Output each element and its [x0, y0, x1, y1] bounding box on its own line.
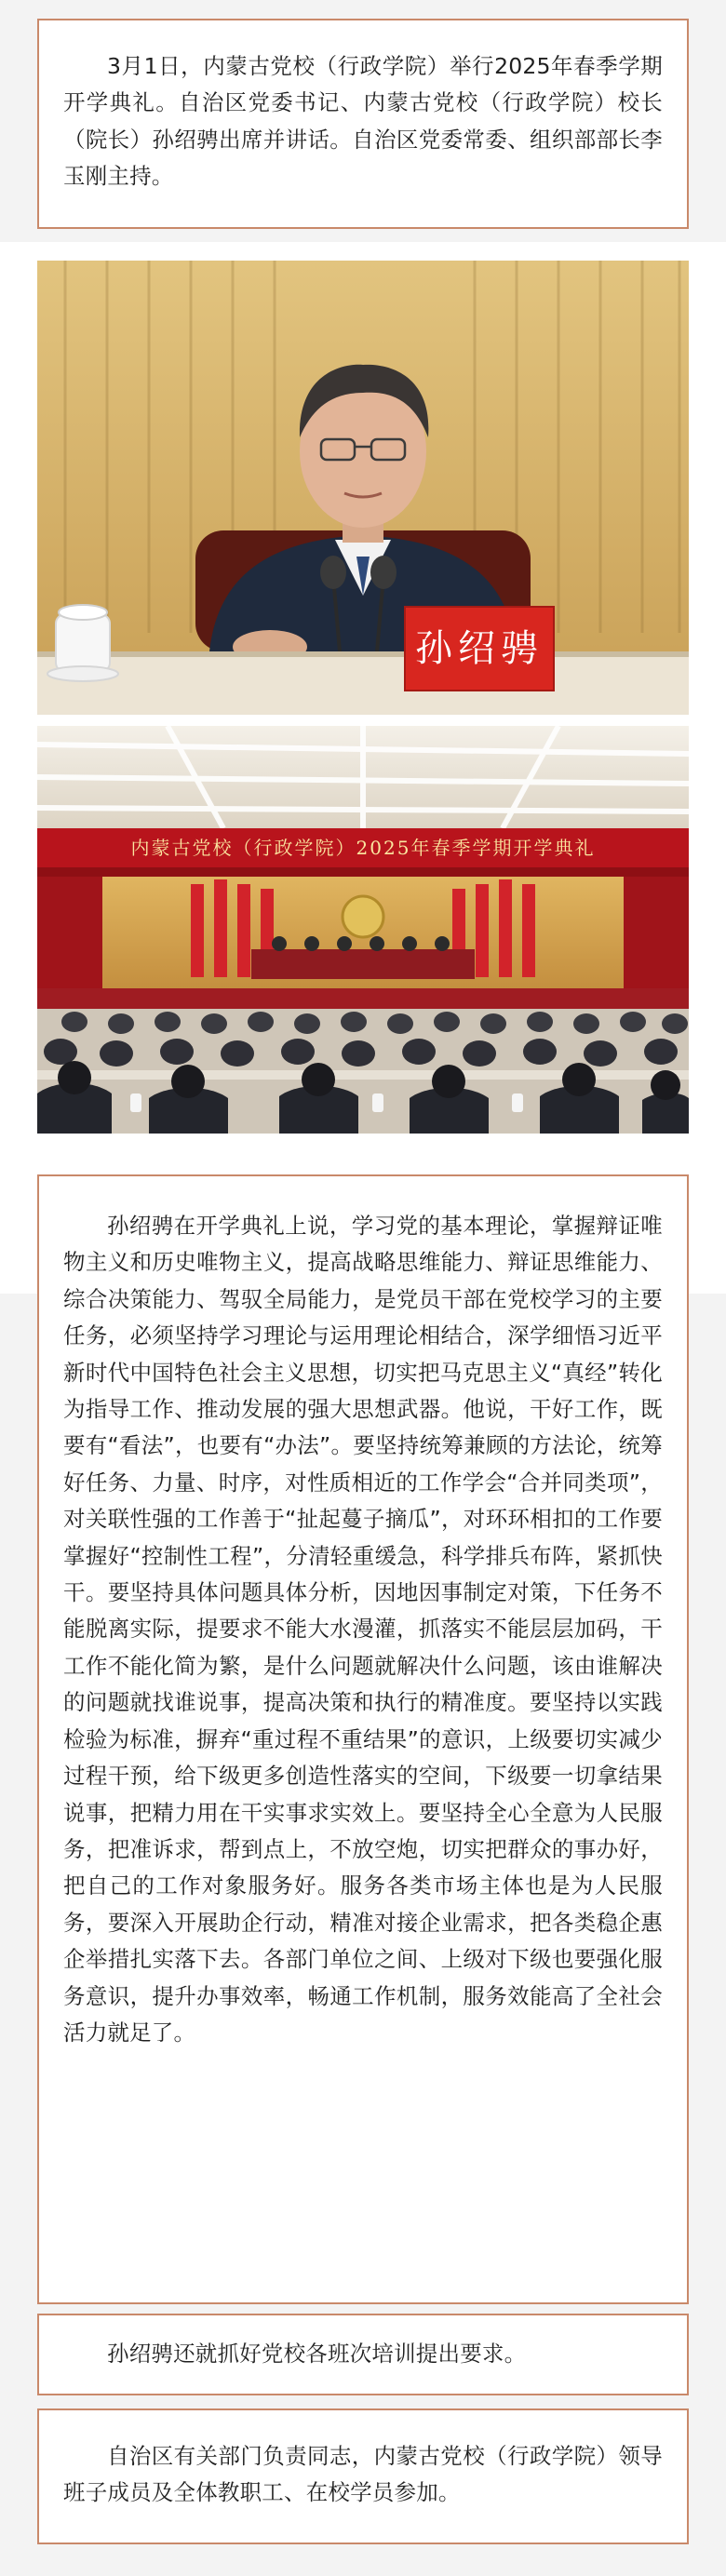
nameplate-text: 孙绍骋 — [415, 627, 544, 670]
speech-paragraph: 孙绍骋在开学典礼上说，学习党的基本理论，掌握辩证唯物主义和历史唯物主义，提高战略思维能力、辩证思维能力、综合决策能力、驾驭全局能力，是党员干部在党校学习的主要任务，必须坚持学习理论与运用理论相结合，深学细悟习近平新时代中国特色社会主义思想，切实把马克思主义“真经”转化为指导工作、推动发展的强大思想武器。他说，干好工作，既要有“看法”，也要有“办法”。要坚持统筹兼顾的方法论，统筹好任务、力量、时序，对性质相近的工作学会“合并同类项”，对关联性强的工作善于“扯起蔓子摘瓜”，对环环相扣的工作要掌握好“控制性工程”，分清轻重缓急，科学排兵布阵，紧抓快干。要坚持具体问题具体分析，因地因事制定对策，下任务不能脱离实际，提要求不能大水漫灌，抓落实不能层层加码，干工作不能化简为繁，是什么问题就解决什么问题，该由谁解决的问题就找谁说事，提高决策和执行的精准度。要坚持以实践检验为标准，摒弃“重过程不重结果”的意识，上级要切实减少过程干预，给下级更多创造性落实的空间，下级要一切拿结果说事，把精力用在干实事求实效上。要坚持全心全意为人民服务，把准诉求，帮到点上，不放空炮，切实把群众的事办好，把自己的工作对象服务好。服务各类市场主体也是为人民服务，要深入开展助企行动，精准对接企业需求，把各类稳企惠企举措扎实落下去。各部门单位之间、上级对下级也要强化服务意识，提升办事效率，畅通工作机制，服务效能高了全社会活力就足了。 — [63, 1213, 663, 2046]
intro-box — [37, 19, 689, 229]
assembly-hall-photo — [37, 726, 689, 1134]
intro-paragraph: 3月1日，内蒙古党校（行政学院）举行2025年春季学期开学典礼。自治区党委书记、内蒙古党校（行政学院）校长（院长）孙绍骋出席并讲话。自治区党委常委、组织部部长李玉刚主持。 — [63, 53, 663, 190]
training-box — [37, 2314, 689, 2395]
speech-box — [37, 1174, 689, 2304]
training-paragraph: 孙绍骋还就抓好党校各班次培训提出要求。 — [107, 2341, 527, 2367]
speaker-photo — [37, 261, 689, 715]
attendees-paragraph: 自治区有关部门负责同志，内蒙古党校（行政学院）领导班子成员及全体教职工、在校学员参加。 — [63, 2443, 663, 2506]
hall-banner-text: 内蒙古党校（行政学院）2025年春季学期开学典礼 — [130, 837, 596, 859]
attendees-box — [37, 2408, 689, 2544]
